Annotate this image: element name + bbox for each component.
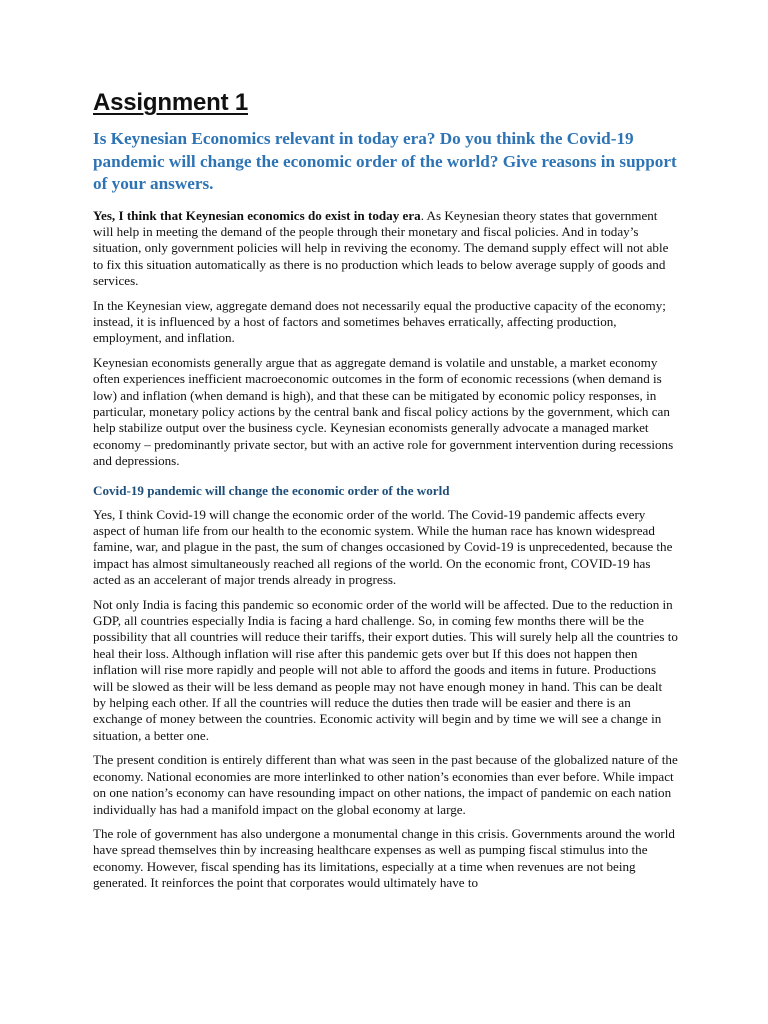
page-title: Assignment 1 [93, 89, 248, 116]
section-heading-covid: Covid-19 pandemic will change the economic order of the world [93, 482, 450, 498]
paragraph-globalized-economy: The present condition is entirely different than what was seen in the past because of the globalized nature of the economy. National economies are more interlinked to other nation’s economies than ever before. While impact on one nation’s economy can have resounding impact on other nations, the impact of pandemic on each nation individually has had a manifold impact on the global economy at large. [93, 752, 678, 817]
paragraph-india-gdp: Not only India is facing this pandemic so economic order of the world will be affected. Due to the reduction in GDP, all countries especially India is facing a hard challenge. So, in coming few months there will be the possibility that all countries will reduce their tariffs, their export duties. This will surely help all the countries to heal their loss. Although inflation will rise after this pandemic gets over but If this does not happen then inflation will rise more rapidly and people will not able to afford the goods and items in future. Productions will be slowed as their will be less demand as people may not have enough money in hand. This can be dealt by helping each other. If all the countries will reduce the duties then trade will be easier and there is an exchange of money between the countries. Economic activity will begin and by time we will see a change in situation, a better one. [93, 596, 678, 743]
assignment-question: Is Keynesian Economics relevant in today era? Do you think the Covid-19 pandemic will change the economic order of the world? Give reasons in support of your answers. [93, 129, 677, 193]
paragraph-keynesian-economists: Keynesian economists generally argue that as aggregate demand is volatile and unstable, a market economy often experiences inefficient macroeconomic outcomes in the form of economic recessions (when demand is low) and inflation (when demand is high), and that these can be mitigated by economic policy responses, in particular, monetary policy actions by the central bank and fiscal policy actions by the government, which can help stabilize output over the business cycle. Keynesian economists generally advocate a managed market economy – predominantly private sector, but with an active role for government intervention during recessions and depressions. [93, 354, 674, 469]
document-page [93, 88, 678, 900]
paragraph-keynesian-relevance [93, 208, 678, 290]
paragraph-lead-bold: Yes, I think that Keynesian economics do exist in today era [93, 207, 421, 223]
paragraph-covid-change: Yes, I think Covid-19 will change the economic order of the world. The Covid-19 pandemic affects every aspect of human life from our health to the economic system. While the human race has known widespread famine, war, and plague in the past, the sum of changes occasioned by Covid-19 is unprecedented, because the impact has almost simultaneously reached all regions of the world. On the economic front, COVID-19 has acted as an accelerant of major trends already in progress. [93, 506, 673, 588]
paragraph-lead-rest: . As Keynesian theory states that government will help in meeting the demand of the people through their monetary and fiscal policies. And in today’s situation, only government policies will help in reviving the economy. The demand supply effect will not able to fix this situation automatically as there is no production which leads to below average supply of goods and services. [93, 207, 669, 289]
paragraph-government-role: The role of government has also undergone a monumental change in this crisis. Governments around the world have spread themselves thin by increasing healthcare expenses as well as pumping fiscal stimulus into the economy. However, fiscal spending has its limitations, especially at a time when revenues are not being generated. It reinforces the point that corporates would ultimately have to [93, 825, 675, 891]
paragraph-keynesian-view: In the Keynesian view, aggregate demand does not necessarily equal the productive capacity of the economy; instead, it is influenced by a host of factors and sometimes behaves erratically, affecting production, employment, and inflation. [93, 297, 666, 346]
